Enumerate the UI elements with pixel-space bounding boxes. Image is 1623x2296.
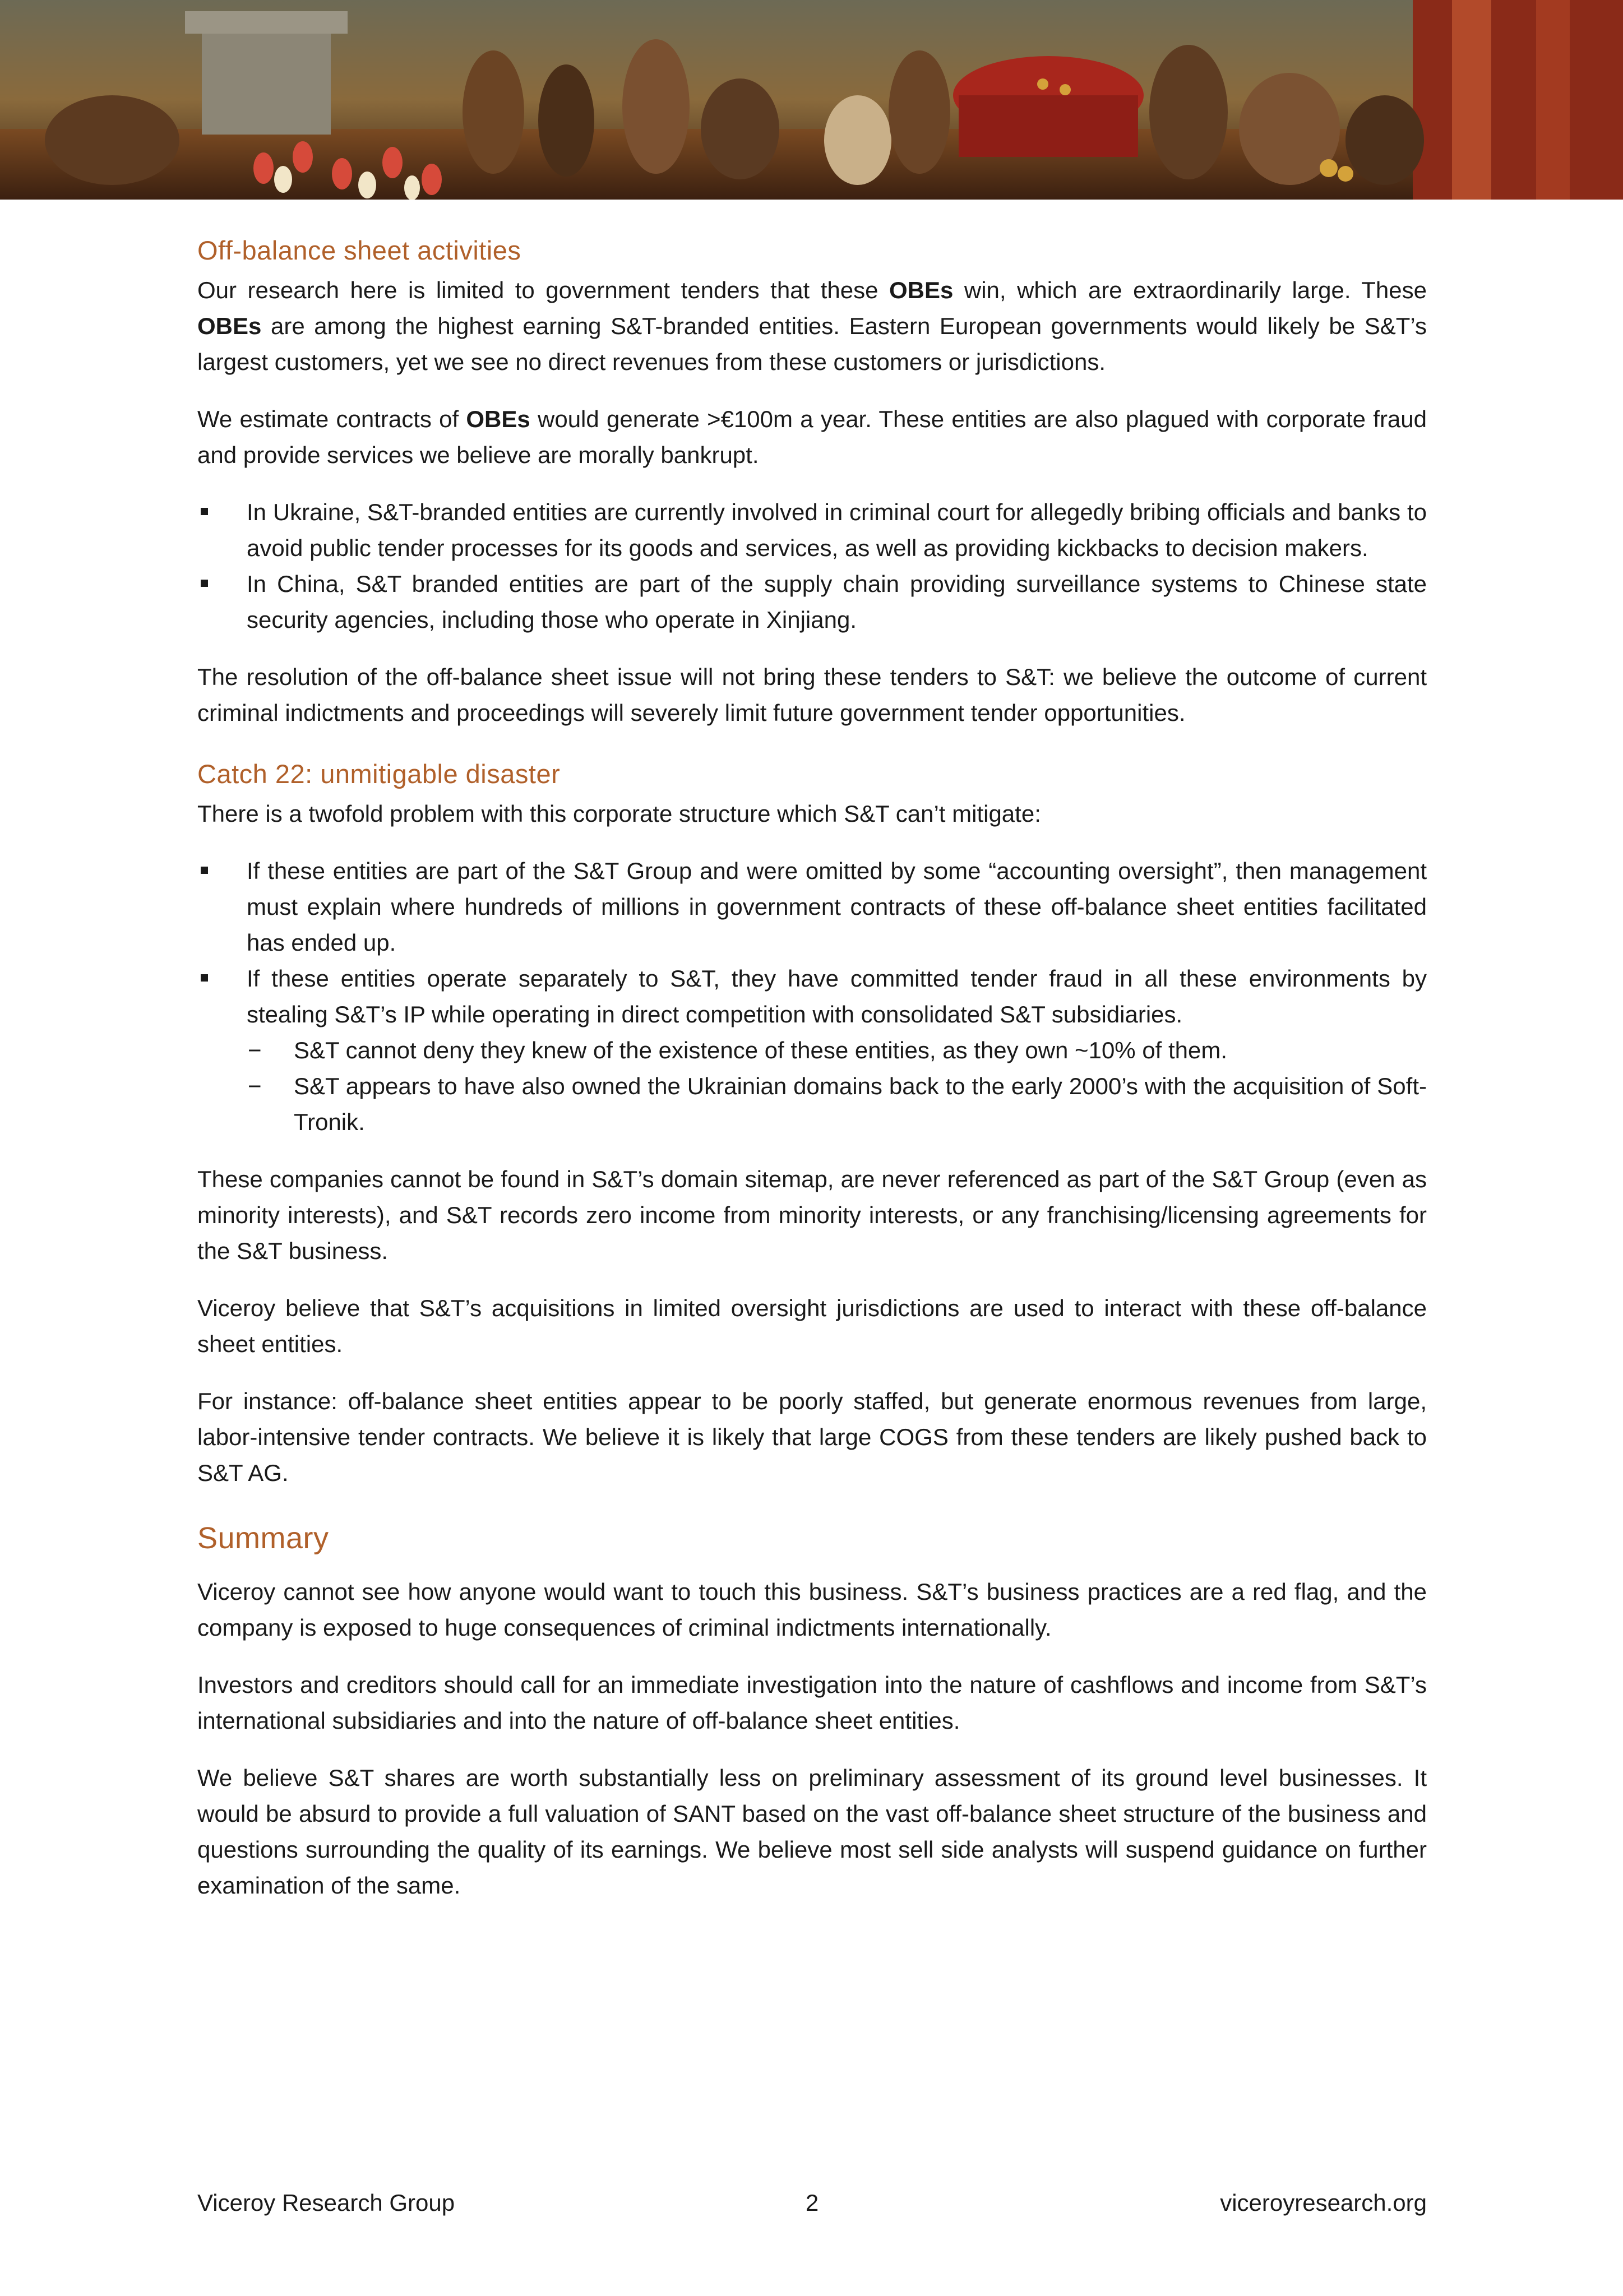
sub-list-item: − S&T cannot deny they knew of the existence of these entities, as they own ~10% of them.	[247, 1033, 1427, 1068]
section-heading-off-balance: Off-balance sheet activities	[197, 235, 521, 265]
paragraph: Viceroy cannot see how anyone would want to touch this business. S&T’s business practices are a red flag, and the company is exposed to huge consequences of criminal indictments internationally.	[197, 1578, 1427, 1641]
header-banner-painting	[0, 0, 1623, 200]
section-heading-catch22: Catch 22: unmitigable disaster	[197, 759, 561, 789]
page-footer	[197, 2185, 1427, 2221]
section-heading-summary: Summary	[197, 1521, 329, 1555]
footer-company: Viceroy Research Group	[197, 2189, 455, 2216]
paragraph: We believe S&T shares are worth substantially less on preliminary assessment of its ground level businesses. It would be absurd to provide a full valuation of SANT based on the vast off-balance sheet structure of the business and questions surrounding the quality of its earnings. We believe most sell side analysts will suspend guidance on further examination of the same.	[197, 1765, 1427, 1899]
paragraph: Investors and creditors should call for an immediate investigation into the nature of cashflows and income from S&T’s international subsidiaries and into the nature of off-balance sheet entities.	[197, 1672, 1427, 1734]
page-number: 2	[805, 2189, 819, 2216]
sub-bullet-list	[247, 1033, 1427, 1140]
paragraph: Viceroy believe that S&T’s acquisitions in limited oversight jurisdictions are used to interact with these off-balance sheet entities.	[197, 1295, 1427, 1357]
paragraph: Our research here is limited to government tenders that these OBEs win, which are extraordinarily large. These OBEs are among the highest earning S&T-branded entities. Eastern European governments would likely be S&T’s largest customers, yet we see no direct revenues from these customers or jurisdictions.	[197, 277, 1427, 375]
bullet-list	[197, 494, 1427, 638]
paragraph: For instance: off-balance sheet entities appear to be poorly staffed, but generate enormous revenues from large, labor-intensive tender contracts. We believe it is likely that large COGS from these tenders are likely pushed back to S&T AG.	[197, 1388, 1427, 1486]
report-body	[197, 229, 1427, 1925]
paragraph: These companies cannot be found in S&T’s domain sitemap, are never referenced as part of the S&T Group (even as minority interests), and S&T records zero income from minority interests, or any franchising/licensing agreements for the S&T business.	[197, 1166, 1427, 1264]
paragraph: There is a twofold problem with this corporate structure which S&T can’t mitigate:	[197, 800, 1041, 827]
list-item: In China, S&T branded entities are part of the supply chain providing surveillance systems to Chinese state security agencies, including those who operate in Xinjiang.	[197, 566, 1427, 638]
list-item: If these entities are part of the S&T Group and were omitted by some “accounting oversight”, then management must explain where hundreds of millions in government contracts of these off-balance sheet entities facilitated has ended up.	[197, 853, 1427, 961]
list-item: If these entities operate separately to S&T, they have committed tender fraud in all these environments by stealing S&T’s IP while operating in direct competition with consolidated S&T subsidiaries. − S&T cannot deny they knew of the existence of these entities, as they own ~10% of them. − S&T appears to have also owned the Ukrainian domains back to the early 2000’s with the acquisition of Soft-Tronik.	[197, 961, 1427, 1140]
footer-website-link[interactable]: viceroyresearch.org	[1220, 2189, 1427, 2216]
list-item: In Ukraine, S&T-branded entities are currently involved in criminal court for allegedly bribing officials and banks to avoid public tender processes for its goods and services, as well as providing kickbacks to decision makers.	[197, 494, 1427, 566]
sub-list-item: − S&T appears to have also owned the Ukrainian domains back to the early 2000’s with the acquisition of Soft-Tronik.	[247, 1068, 1427, 1140]
paragraph: We estimate contracts of OBEs would generate >€100m a year. These entities are also plagued with corporate fraud and provide services we believe are morally bankrupt.	[197, 406, 1427, 468]
bullet-list	[197, 853, 1427, 1140]
paragraph: The resolution of the off-balance sheet issue will not bring these tenders to S&T: we believe the outcome of current criminal indictments and proceedings will severely limit future government tender opportunities.	[197, 664, 1427, 726]
